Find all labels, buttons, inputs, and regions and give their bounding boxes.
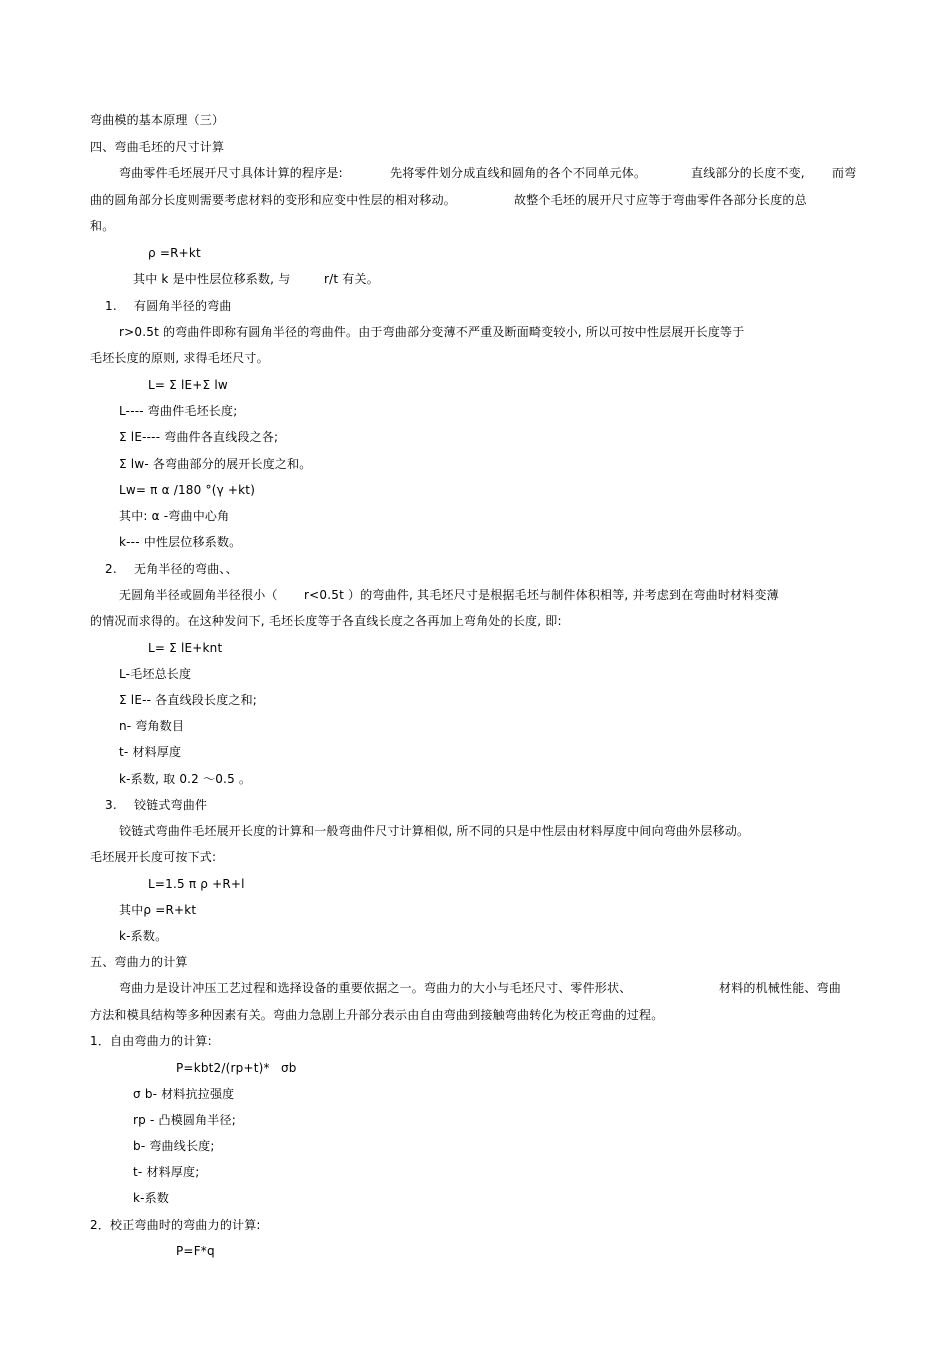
item3-def2: k-系数。 (119, 929, 168, 943)
sub1-formula-a: P=kbt2/(rp+t)* (176, 1061, 270, 1075)
item2-number: 2. (105, 562, 117, 576)
item2-def1: L-毛坯总长度 (119, 667, 192, 681)
item1-def4: 其中: α -弯曲中心角 (119, 509, 230, 523)
rho-formula: ρ =R+kt (148, 246, 201, 260)
item2-def4: t- 材料厚度 (119, 745, 182, 759)
rho-note-b: r/t 有关。 (324, 272, 379, 286)
item3-para2: 毛坯展开长度可按下式: (90, 850, 217, 864)
item3-number: 3. (105, 798, 117, 812)
sub1-def3: b- 弯曲线长度; (133, 1139, 215, 1153)
section5-para1a: 弯曲力是设计冲压工艺过程和选择设备的重要依据之一。弯曲力的大小与毛坯尺寸、零件形状、 (119, 981, 632, 995)
item1-number: 1. (105, 299, 117, 313)
item1-def3: Σ lw- 各弯曲部分的展开长度之和。 (119, 457, 312, 471)
section4-intro-line2a: 曲的圆角部分长度则需要考虑材料的变形和应变中性层的相对移动。 (90, 193, 457, 207)
rho-note-a: 其中 k 是中性层位移系数, 与 (133, 272, 291, 286)
section4-intro-line1b: 先将零件划分成直线和圆角的各个不同单元体。 (390, 166, 647, 180)
item1-def5: k--- 中性层位移系数。 (119, 535, 242, 549)
section4-intro-line1d: 而弯 (832, 166, 857, 180)
sub1-def1: σ b- 材料抗拉强度 (133, 1087, 235, 1101)
item2-para1a: 无圆角半径或圆角半径很小（ (119, 588, 278, 602)
item1-para1b: 的弯曲件即称有圆角半径的弯曲件。由于弯曲部分变薄不严重及断面畸变较小, 所以可按中性层展开长度等于 (163, 325, 745, 339)
item3-title: 铰链式弯曲件 (134, 798, 208, 812)
section5-heading: 五、弯曲力的计算 (90, 955, 188, 969)
subsection1-heading: 1．自由弯曲力的计算: (90, 1034, 212, 1048)
sub1-def5: k-系数 (133, 1191, 170, 1205)
sub2-formula: P=F*q (176, 1244, 215, 1258)
section4-intro-line1 (119, 165, 343, 181)
section5-para1b: 材料的机械性能、弯曲 (719, 981, 842, 995)
section4-heading: 四、弯曲毛坯的尺寸计算 (90, 140, 225, 154)
item2-para2: 的情况而求得的。在这种发问下, 毛坯长度等于各直线长度之各再加上弯角处的长度, 即: (90, 614, 562, 628)
sub1-def4: t- 材料厚度; (133, 1165, 200, 1179)
item1-def2: Σ lE---- 弯曲件各直线段之各; (119, 430, 279, 444)
section4-intro-line1c: 直线部分的长度不变, (691, 166, 805, 180)
sub1-formula-b: σb (281, 1061, 297, 1075)
section4-intro-line2b: 故整个毛坯的展开尺寸应等于弯曲零件各部分长度的总 (514, 193, 807, 207)
item2-title: 无角半径的弯曲、、 (134, 562, 238, 576)
section5-para2: 方法和模具结构等多种因素有关。弯曲力急剧上升部分表示由自由弯曲到接触弯曲转化为校正弯曲的过程。 (90, 1008, 664, 1022)
subsection2-heading: 2．校正弯曲时的弯曲力的计算: (90, 1218, 261, 1232)
item2-def5: k-系数, 取 0.2 ～0.5 。 (119, 772, 252, 786)
item3-def1: 其中ρ =R+kt (119, 903, 197, 917)
item2-def2: Σ lE-- 各直线段长度之和; (119, 693, 258, 707)
item3-formula: L=1.5 π ρ +R+l (148, 877, 245, 891)
intro-text-a: 弯曲零件毛坯展开尺寸具体计算的程序是: (119, 166, 343, 180)
item2-def3: n- 弯角数目 (119, 719, 185, 733)
item2-formula: L= Σ lE+knt (148, 641, 223, 655)
item3-para1: 铰链式弯曲件毛坯展开长度的计算和一般弯曲件尺寸计算相似, 所不同的只是中性层由材料厚度中间向弯曲外层移动。 (119, 824, 750, 838)
item1-formula: L= Σ lE+Σ lw (148, 378, 228, 392)
sub1-def2: rp - 凸模圆角半径; (133, 1113, 236, 1127)
item1-lw-formula: Lw= π α /180 °(γ +kt) (119, 483, 256, 497)
item1-title: 有圆角半径的弯曲 (134, 299, 232, 313)
item1-para2: 毛坯长度的原则, 求得毛坯尺寸。 (90, 351, 269, 365)
item1-para1a: r>0.5t (119, 325, 159, 339)
item2-para1b: r<0.5t ）的弯曲件, 其毛坯尺寸是根据毛坯与制件体积相等, 并考虑到在弯曲时材料变薄 (304, 588, 779, 602)
doc-title: 弯曲模的基本原理（三） (90, 113, 225, 127)
item1-def1: L---- 弯曲件毛坯长度; (119, 404, 238, 418)
section4-intro-line3: 和。 (90, 219, 115, 233)
